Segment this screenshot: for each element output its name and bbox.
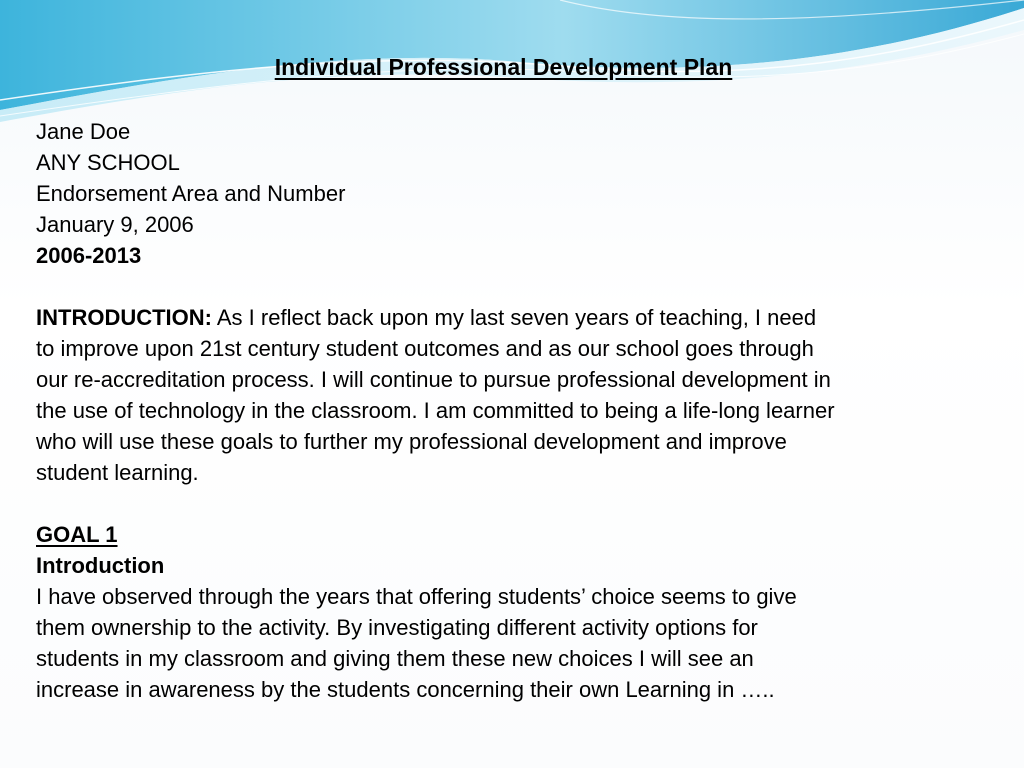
introduction-line: our re-accreditation process. I will continue to pursue professional development in [36, 367, 831, 392]
page-title-text: Individual Professional Development Plan [274, 54, 733, 80]
introduction-line: As I reflect back upon my last seven years of teaching, I need [211, 305, 817, 330]
spacer [36, 271, 976, 302]
plan-date: January 9, 2006 [36, 212, 194, 237]
endorsement-area: Endorsement Area and Number [36, 181, 346, 206]
goal-line: them ownership to the activity. By investigating different activity options for [36, 615, 758, 640]
author-name: Jane Doe [36, 119, 131, 144]
introduction-line: the use of technology in the classroom. I am committed to being a life-long learner [36, 398, 835, 423]
spacer [36, 488, 976, 519]
introduction-paragraph [36, 302, 976, 488]
introduction-label: INTRODUCTION: [36, 305, 212, 330]
goal-line: students in my classroom and giving them these new choices I will see an [36, 646, 754, 671]
plan-years: 2006-2013 [36, 243, 142, 268]
goal-line: increase in awareness by the students concerning their own Learning in ….. [36, 677, 775, 702]
goal-subheading: Introduction [36, 553, 165, 578]
goal-heading: GOAL 1 [36, 522, 118, 547]
introduction-line: to improve upon 21st century student outcomes and as our school goes through [36, 336, 814, 361]
goal-line: I have observed through the years that offering students’ choice seems to give [36, 584, 797, 609]
introduction-line: who will use these goals to further my professional development and improve [36, 429, 787, 454]
goal-paragraph [36, 581, 976, 705]
school-name: ANY SCHOOL [36, 150, 180, 175]
page-title [36, 52, 971, 83]
introduction-line: student learning. [36, 460, 199, 485]
document-body [36, 52, 976, 705]
